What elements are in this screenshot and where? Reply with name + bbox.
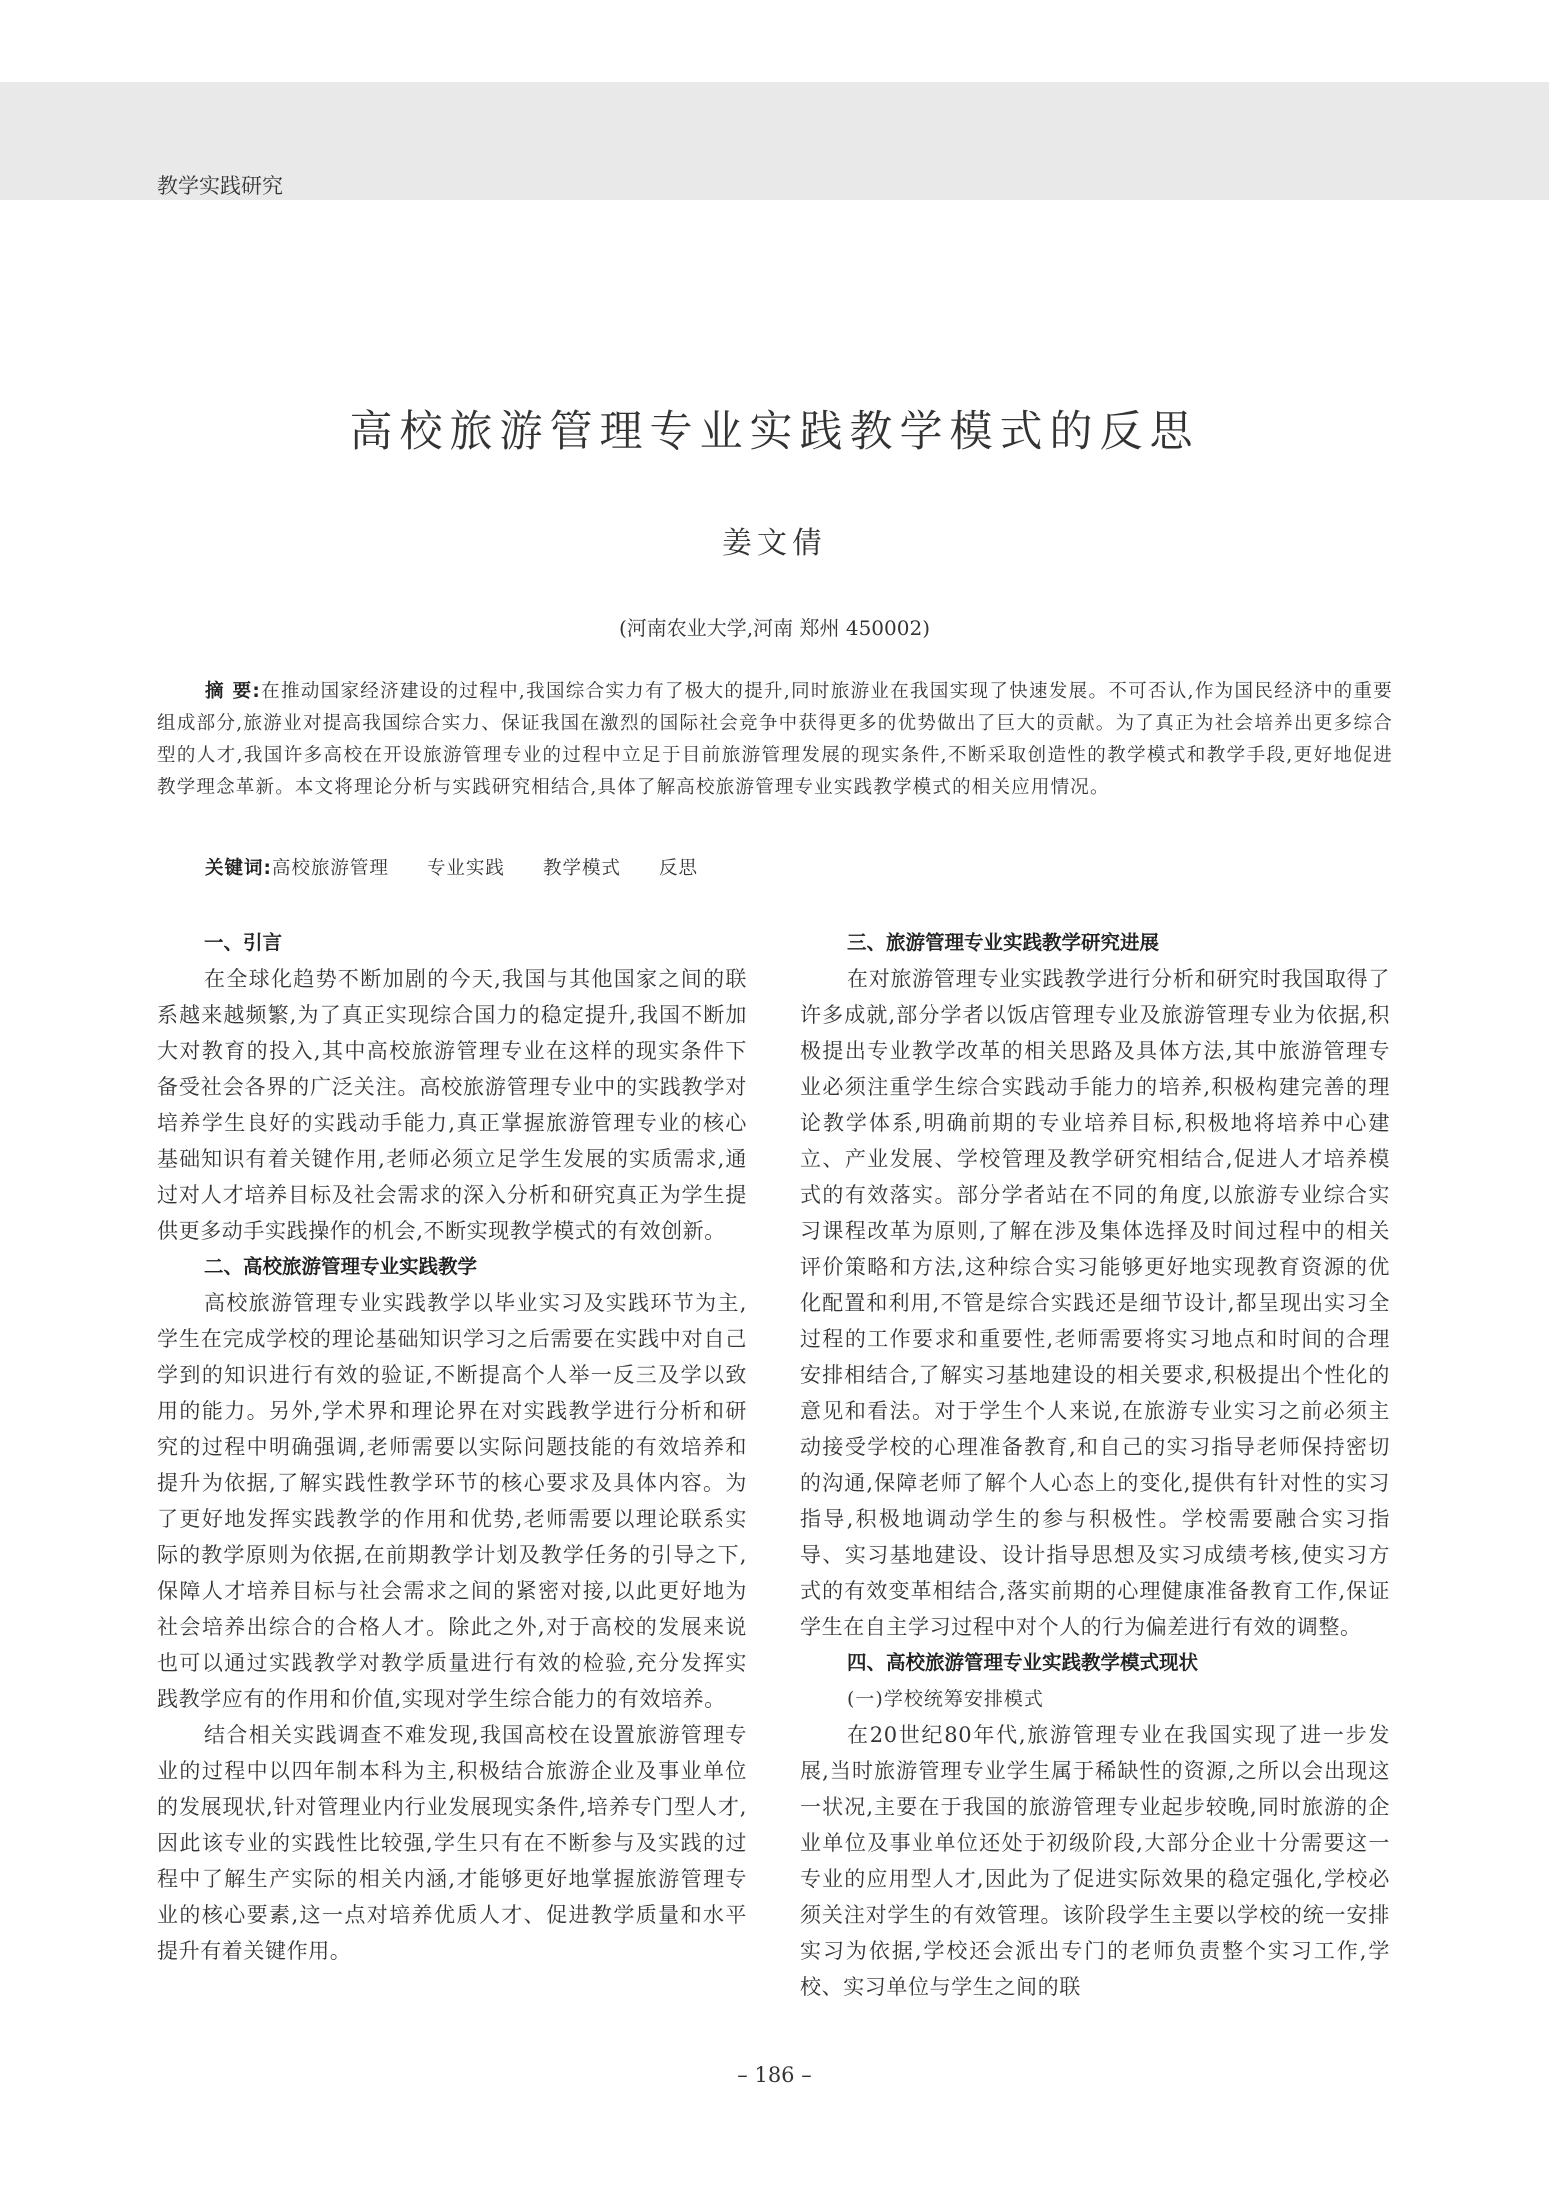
abstract-label: 摘 要: bbox=[205, 681, 262, 702]
body-paragraph: 在20世纪80年代,旅游管理专业在我国实现了进一步发展,当时旅游管理专业学生属于稀缺性的资源,之所以会出现这一状况,主要在于我国的旅游管理专业起步较晚,同时旅游的企业单位及事业单位还处于初级阶段,大部分企业十分需要这一专业的应用型人才,因此为了促进实际效果的稳定强化,学校必须关注对学生的有效管理。该阶段学生主要以学校的统一安排实习为依据,学校还会派出专门的老师负责整个实习工作,学校、实习单位与学生之间的联 bbox=[800, 1723, 1390, 1999]
keyword: 教学模式 bbox=[542, 858, 621, 879]
right-column bbox=[800, 925, 1390, 2005]
journal-section-label: 教学实践研究 bbox=[157, 174, 283, 198]
page-number: – 186 – bbox=[737, 2063, 812, 2087]
body-paragraph: 在全球化趋势不断加剧的今天,我国与其他国家之间的联系越来越频繁,为了真正实现综合国力的稳定提升,我国不断加大对教育的投入,其中高校旅游管理专业在这样的现实条件下备受社会各界的广泛关注。高校旅游管理专业中的实践教学对培养学生良好的实践动手能力,真正掌握旅游管理专业的核心基础知识有着关键作用,老师必须立足学生发展的实质需求,通过对人才培养目标及社会需求的深入分析和研究真正为学生提供更多动手实践操作的机会,不断实现教学模式的有效创新。 bbox=[157, 967, 747, 1243]
keywords-block bbox=[205, 854, 736, 880]
affiliation: (河南农业大学,河南 郑州 450002) bbox=[618, 616, 931, 640]
keyword: 高校旅游管理 bbox=[271, 858, 389, 879]
subsection-heading: (一)学校统筹安排模式 bbox=[847, 1688, 1044, 1710]
abstract-block bbox=[157, 676, 1393, 804]
keyword: 专业实践 bbox=[426, 858, 505, 879]
section-heading-practice-teaching: 二、高校旅游管理专业实践教学 bbox=[204, 1255, 478, 1278]
section-heading-current-status: 四、高校旅游管理专业实践教学模式现状 bbox=[847, 1651, 1199, 1674]
body-paragraph: 高校旅游管理专业实践教学以毕业实习及实践环节为主,学生在完成学校的理论基础知识学习之后需要在实践中对自己学到的知识进行有效的验证,不断提高个人举一反三及学以致用的能力。另外,学术界和理论界在对实践教学进行分析和研究的过程中明确强调,老师需要以实际问题技能的有效培养和提升为依据,了解实践性教学环节的核心要求及具体内容。为了更好地发挥实践教学的作用和优势,老师需要以理论联系实际的教学原则为依据,在前期教学计划及教学任务的引导之下,保障人才培养目标与社会需求之间的紧密对接,以此更好地为社会培养出综合的合格人才。除此之外,对于高校的发展来说也可以通过实践教学对教学质量进行有效的检验,充分发挥实践教学应有的作用和价值,实现对学生综合能力的有效培养。 bbox=[157, 1291, 747, 1711]
abstract-text: 在推动国家经济建设的过程中,我国综合实力有了极大的提升,同时旅游业在我国实现了快速发展。不可否认,作为国民经济中的重要组成部分,旅游业对提高我国综合实力、保证我国在激烈的国际社会竞争中获得更多的优势做出了巨大的贡献。为了真正为社会培养出更多综合型的人才,我国许多高校在开设旅游管理专业的过程中立足于目前旅游管理发展的现实条件,不断采取创造性的教学模式和教学手段,更好地促进教学理念革新。本文将理论分析与实践研究相结合,具体了解高校旅游管理专业实践教学模式的相关应用情况。 bbox=[157, 681, 1394, 798]
section-heading-research-progress: 三、旅游管理专业实践教学研究进展 bbox=[847, 931, 1160, 954]
keyword: 反思 bbox=[658, 858, 698, 879]
keywords-label: 关键词: bbox=[205, 858, 272, 879]
left-column bbox=[157, 925, 747, 1969]
body-paragraph: 在对旅游管理专业实践教学进行分析和研究时我国取得了许多成就,部分学者以饭店管理专业及旅游管理专业为依据,积极提出专业教学改革的相关思路及具体方法,其中旅游管理专业必须注重学生综合实践动手能力的培养,积极构建完善的理论教学体系,明确前期的专业培养目标,积极地将培养中心建立、产业发展、学校管理及教学研究相结合,促进人才培养模式的有效落实。部分学者站在不同的角度,以旅游专业综合实习课程改革为原则,了解在涉及集体选择及时间过程中的相关评价策略和方法,这种综合实习能够更好地实现教育资源的优化配置和利用,不管是综合实践还是细节设计,都呈现出实习全过程的工作要求和重要性,老师需要将实习地点和时间的合理安排相结合,了解实习基地建设的相关要求,积极提出个性化的意见和看法。对于学生个人来说,在旅游专业实习之前必须主动接受学校的心理准备教育,和自己的实习指导老师保持密切的沟通,保障老师了解个人心态上的变化,提供有针对性的实习指导,积极地调动学生的参与积极性。学校需要融合实习指导、实习基地建设、设计指导思想及实习成绩考核,使实习方式的有效变革相结合,落实前期的心理健康准备教育工作,保证学生在自主学习过程中对个人的行为偏差进行有效的调整。 bbox=[800, 967, 1390, 1639]
body-paragraph: 结合相关实践调查不难发现,我国高校在设置旅游管理专业的过程中以四年制本科为主,积极结合旅游企业及事业单位的发展现状,针对管理业内行业发展现实条件,培养专门型人才,因此该专业的实践性比较强,学生只有在不断参与及实践的过程中了解生产实际的相关内涵,才能够更好地掌握旅游管理专业的核心要素,这一点对培养优质人才、促进教学质量和水平提升有着关键作用。 bbox=[157, 1723, 747, 1963]
paper-title: 高校旅游管理专业实践教学模式的反思 bbox=[349, 407, 1200, 457]
author-name: 姜文倩 bbox=[722, 526, 827, 561]
section-heading-introduction: 一、引言 bbox=[204, 931, 283, 954]
